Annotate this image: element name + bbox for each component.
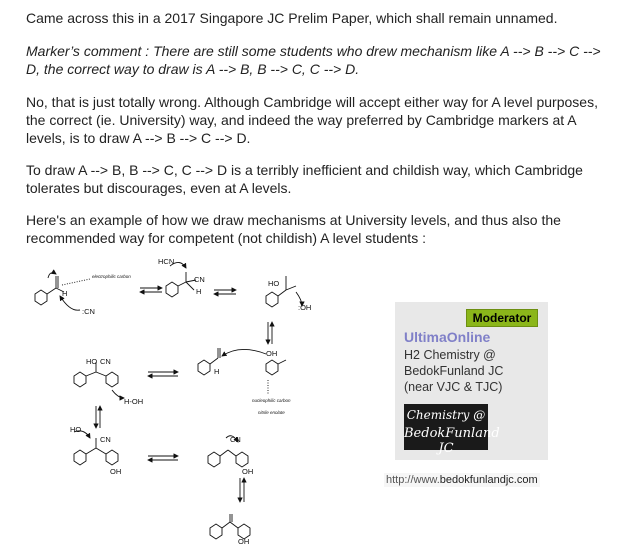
url-domain: bedokfunlandjc.com — [439, 474, 538, 486]
label-ho-h: HO — [70, 425, 82, 434]
label-oh-4: OH — [266, 349, 278, 358]
moderator-name[interactable]: UltimaOnline — [404, 329, 491, 345]
label-nitrile-enolate: nitrile enolate — [258, 410, 285, 415]
info-line-2: BedokFunland JC — [404, 364, 504, 378]
label-ho-3: HO — [268, 279, 280, 288]
structure-bottom-middle — [208, 436, 248, 467]
label-nucleophilic-carbon: nucleophilic carbon — [252, 398, 291, 403]
structure-alkoxide — [166, 262, 196, 297]
marker-comment: Marker’s comment : There are still some students who drew mechanism like A --> B --> C --> D, the correct way to draw is A --> B, B --> C, C --> D. — [26, 43, 601, 77]
label-hcn: HCN — [158, 257, 175, 266]
label-electrophilic-carbon: electrophilic carbon — [92, 274, 131, 279]
label-oh-minus: :OH — [298, 303, 312, 312]
info-line-1: H2 Chemistry @ — [404, 348, 496, 362]
logo-line-1: Chemistry @ — [406, 408, 486, 422]
moderator-badge: Moderator — [466, 309, 538, 327]
label-ho-cn-5: HO — [86, 357, 98, 366]
label-cn-2: CN — [194, 275, 205, 284]
label-hoh: H-OH — [124, 397, 144, 406]
label-cn-7: CN — [230, 435, 241, 444]
bedokfunland-logo — [404, 404, 500, 456]
post-paragraph-3: No, that is just totally wrong. Although Cambridge will accept either way for A level purposes, the correct (ie. University) way, and indeed the way preferred by Cambridge markers at A levels, is to draw A --> B --> C --> D. — [26, 94, 598, 146]
label-cn-minus: :CN — [82, 307, 95, 316]
label-oh-6: OH — [110, 467, 122, 476]
label-h-1: H — [62, 289, 68, 298]
label-oh-7: OH — [242, 467, 254, 476]
moderator-card — [395, 302, 548, 460]
post-paragraph-1: Came across this in a 2017 Singapore JC Prelim Paper, which shall remain unnamed. — [26, 10, 558, 26]
logo-line-2: BedokFunland JC — [404, 426, 500, 456]
label-oh-8: OH — [238, 537, 250, 546]
label-cn-6: CN — [100, 435, 111, 444]
label-h-2: H — [196, 287, 202, 296]
url-prefix: http://www. — [386, 474, 440, 486]
structure-bottom-left — [74, 431, 118, 465]
post-paragraph-5: Here's an example of how we draw mechanisms at University levels, and thus also the recommended way for competent (not childish) A level students : — [26, 212, 561, 246]
mechanism-diagram — [30, 252, 370, 548]
label-cn-5: CN — [100, 357, 111, 366]
post-paragraph-4: To draw A --> B, B --> C, C --> D is a terribly inefficient and childish way, which Cambridge tolerates but discourages, even at A levels. — [26, 162, 583, 196]
moderator-info — [404, 347, 503, 395]
structure-benzoin — [210, 514, 250, 539]
label-h-4: H — [214, 367, 220, 376]
website-link[interactable] — [384, 473, 540, 487]
info-line-3: (near VJC & TJC) — [404, 380, 503, 394]
structure-intermediate — [74, 362, 124, 398]
